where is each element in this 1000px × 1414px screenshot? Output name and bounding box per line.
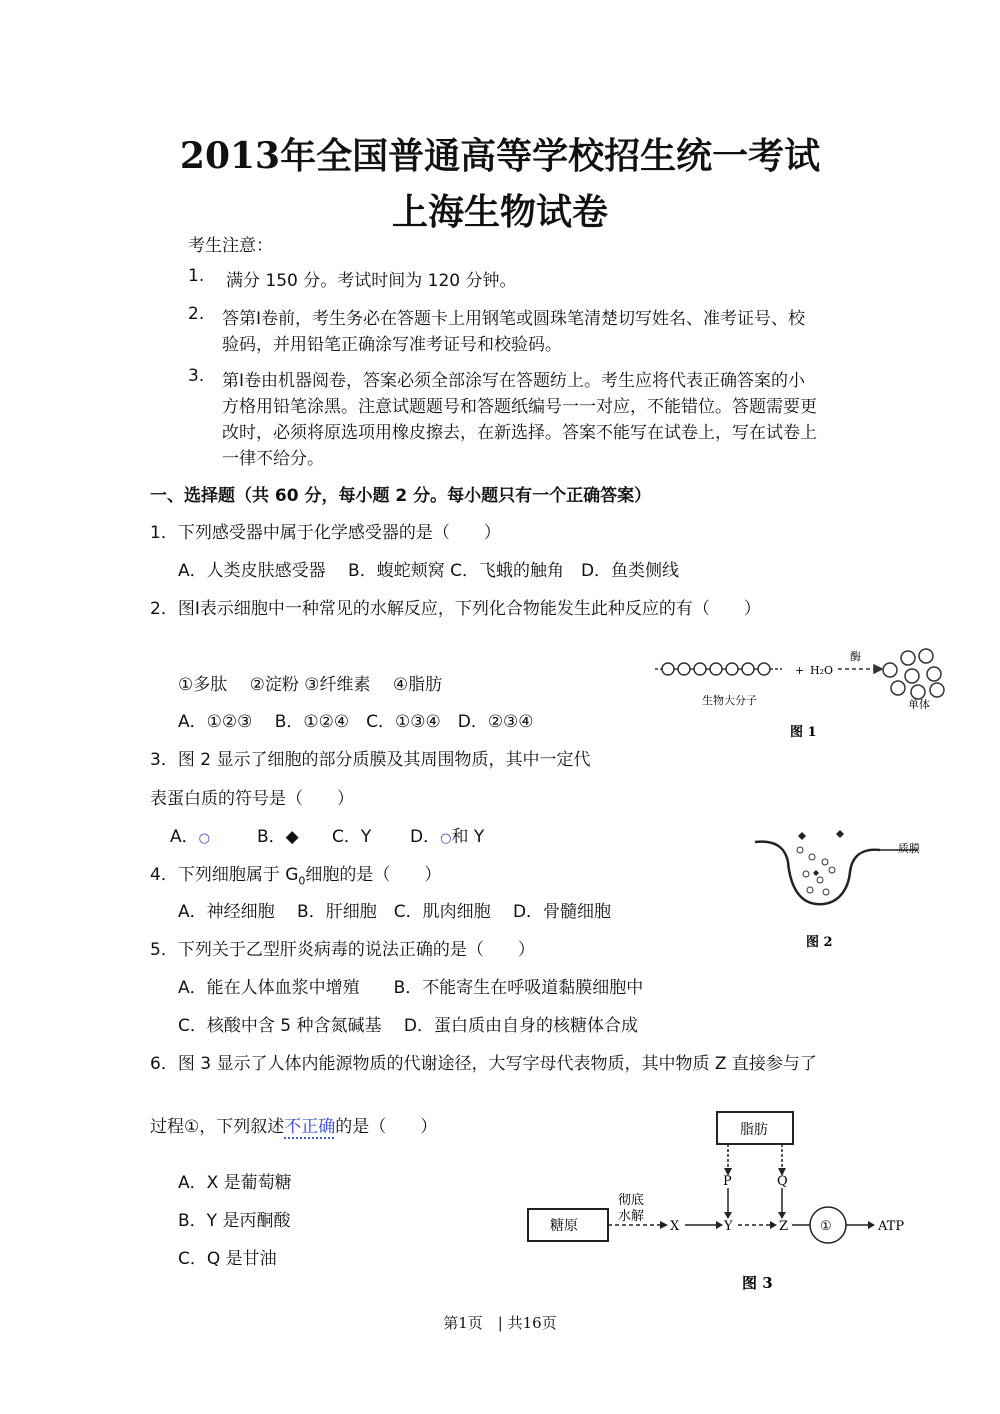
fig3-y: Y bbox=[724, 1219, 733, 1234]
q3-stem-line1: 3．图 2 显示了细胞的部分质膜及其周围物质，其中一定代 bbox=[150, 750, 591, 770]
fig1-macro-label: 生物大分子 bbox=[702, 694, 757, 707]
fig2-membrane-label: 质膜 bbox=[898, 842, 920, 855]
notice-item-3-line2: 方格用铅笔涂黑。注意试题题号和答题纸编号一一对应，不能错位。答题需要更 bbox=[222, 397, 817, 417]
notice-item-1-num: 1. bbox=[188, 266, 205, 286]
fig1-caption: 图 1 bbox=[790, 725, 817, 740]
notice-item-2-line2: 验码，并用铅笔正确涂写准考证号和校验码。 bbox=[222, 335, 562, 355]
section-heading: 一、选择题（共 60 分，每小题 2 分。每小题只有一个正确答案） bbox=[150, 486, 652, 506]
notice-item-3-num: 3. bbox=[188, 366, 205, 386]
exam-title: 2013年全国普通高等学校招生统一考试 bbox=[179, 135, 821, 177]
q6-option-c: C．Q 是甘油 bbox=[178, 1249, 277, 1269]
q3-option-a: A．○ bbox=[170, 827, 210, 847]
figure-1 bbox=[650, 640, 950, 750]
fig3-z: Z bbox=[779, 1219, 789, 1234]
q4-stem: 4．下列细胞属于 $G_0$细胞的是（ ） bbox=[150, 865, 442, 888]
notice-item-1-text: 满分 150 分。考试时间为 120 分钟。 bbox=[226, 271, 517, 291]
fig3-hydrolysis-line2: 水解 bbox=[618, 1209, 645, 1224]
fig3-process: ① bbox=[820, 1219, 832, 1234]
q3-option-c: C．Y bbox=[332, 827, 372, 847]
figure-2 bbox=[750, 822, 930, 952]
q6-stem-line1: 6．图 3 显示了人体内能源物质的代谢途径，大写字母代表物质，其中物质 Z 直接参与了 bbox=[150, 1054, 817, 1074]
q5-options-cd: C．核酸中含 5 种含氮碱基 D．蛋白质由自身的核糖体合成 bbox=[178, 1016, 638, 1036]
q5-stem: 5．下列关于乙型肝炎病毒的说法正确的是（ ） bbox=[150, 940, 535, 960]
notice-item-3-line4: 一律不给分。 bbox=[222, 449, 324, 469]
q2-stem: 2．图Ⅰ表示细胞中一种常见的水解反应，下列化合物能发生此种反应的有（ ） bbox=[150, 599, 761, 619]
fig3-p: P bbox=[723, 1174, 732, 1189]
fig3-x: X bbox=[670, 1219, 680, 1234]
fig3-glycogen: 糖原 bbox=[550, 1218, 578, 1234]
circle-symbol-icon: ○ bbox=[198, 831, 210, 846]
q2-items: ①多肽 ②淀粉 ③纤维素 ④脂肪 bbox=[178, 675, 443, 695]
fig2-caption: 图 2 bbox=[806, 935, 833, 950]
figure-1-diagram bbox=[650, 640, 950, 750]
notice-heading: 考生注意： bbox=[188, 236, 273, 256]
notice-item-3-line1: 第Ⅰ卷由机器阅卷，答案必须全部涂写在答题纺上。考生应将代表正确答案的小 bbox=[222, 371, 806, 391]
q6-option-b: B．Y 是丙酮酸 bbox=[178, 1211, 291, 1231]
q3-stem-line2: 表蛋白质的符号是（ ） bbox=[150, 789, 354, 809]
fig3-hydrolysis-line1: 彻底 bbox=[618, 1193, 645, 1208]
fig3-caption: 图 3 bbox=[742, 1274, 773, 1292]
page-footer: 第1页 | 共16页 bbox=[443, 1314, 557, 1332]
fig3-q: Q bbox=[777, 1174, 788, 1189]
circle-symbol-icon: ○ bbox=[440, 831, 452, 846]
fig1-mono-label: 单体 bbox=[908, 698, 930, 711]
fig1-enzyme: 酶 bbox=[850, 650, 861, 663]
q4-options: A．神经细胞 B．肝细胞 C．肌肉细胞 D．骨髓细胞 bbox=[178, 902, 612, 922]
q6-stem-line2: 过程①，下列叙述不正确的是（ ） bbox=[150, 1117, 438, 1137]
exam-subtitle: 上海生物试卷 bbox=[391, 191, 608, 233]
notice-item-2-num: 2. bbox=[188, 304, 205, 324]
q2-options: A．①②③ B．①②④ C．①③④ D．②③④ bbox=[178, 712, 534, 732]
q1-stem: 1．下列感受器中属于化学感受器的是（ ） bbox=[150, 523, 501, 543]
figure-2-diagram bbox=[750, 822, 930, 952]
fig1-water: H₂O bbox=[810, 664, 834, 677]
q5-options-ab: A．能在人体血浆中增殖 B．不能寄生在呼吸道黏膜细胞中 bbox=[178, 978, 644, 998]
q3-option-d: D．○和 Y bbox=[410, 827, 485, 847]
figure-3 bbox=[520, 1108, 920, 1298]
q6-option-a: A．X 是葡萄糖 bbox=[178, 1173, 292, 1193]
q3-option-b: B．◆ bbox=[257, 827, 299, 847]
fig3-fat: 脂肪 bbox=[740, 1122, 768, 1138]
emphasis-not-correct: 不正确 bbox=[284, 1117, 336, 1137]
fig3-atp: ATP bbox=[878, 1219, 905, 1234]
figure-3-diagram bbox=[520, 1108, 920, 1298]
fig1-plus: + bbox=[795, 664, 805, 677]
notice-item-3-line3: 改时，必须将原选项用橡皮擦去，在新选择。答案不能写在试卷上，写在试卷上 bbox=[222, 423, 817, 443]
q1-options: A．人类皮肤感受器 B．蝮蛇颊窝 C．飞蛾的触角 D．鱼类侧线 bbox=[178, 561, 680, 581]
notice-item-2-line1: 答第Ⅰ卷前，考生务必在答题卡上用钢笔或圆珠笔清楚切写姓名、准考证号、校 bbox=[222, 309, 806, 329]
